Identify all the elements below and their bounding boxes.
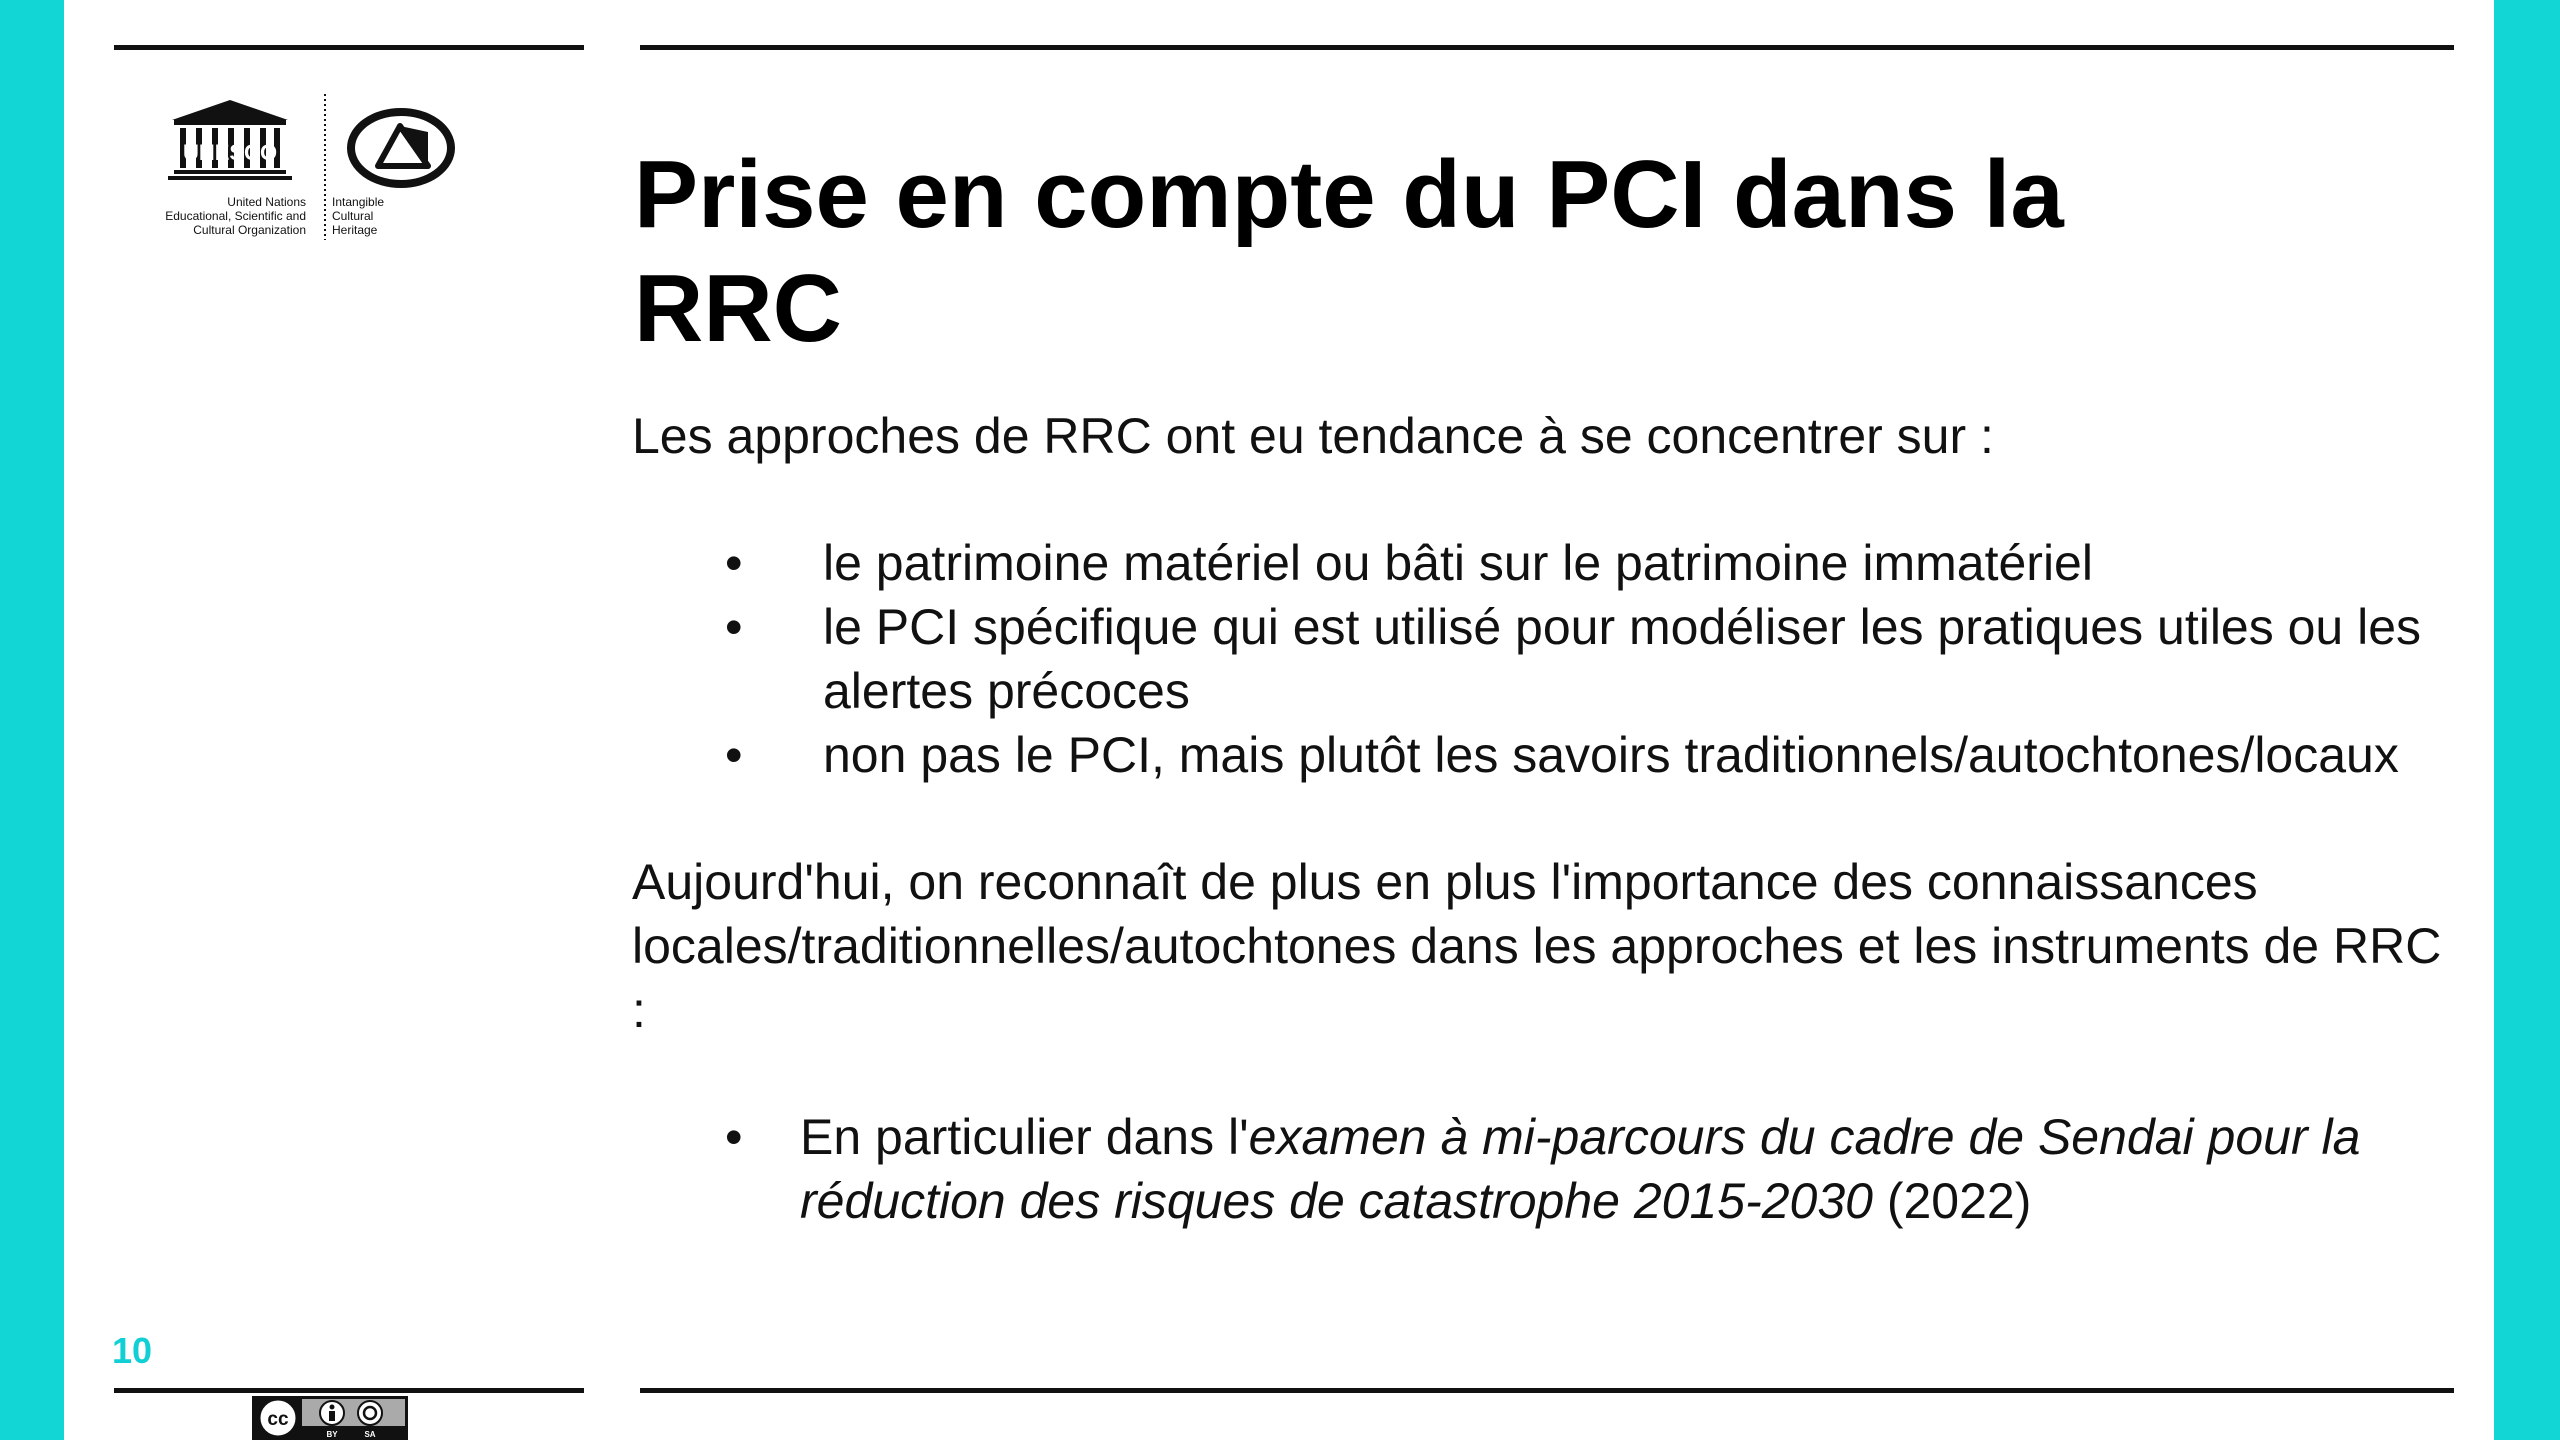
- svg-text:BY: BY: [326, 1430, 338, 1439]
- bullet-icon: •: [725, 535, 743, 591]
- svg-text:Cultural: Cultural: [332, 209, 374, 223]
- list-item: • le PCI spécifique qui est utilisé pour modéliser les pratiques utiles ou les alertes précoces: [632, 595, 2462, 723]
- sendai-reference: examen à mi-parcours du cadre de Sendai pour la réduction des risques de catastrophe 2015-2030: [800, 1109, 2361, 1229]
- slide-content: [632, 404, 2462, 1233]
- intro-text: Les approches de RRC ont eu tendance à se concentrer sur :: [632, 408, 1994, 464]
- svg-text:Heritage: Heritage: [332, 223, 378, 237]
- slide-title: Prise en compte du PCI dans la RRC: [634, 141, 2064, 362]
- bullet-icon: •: [725, 1109, 743, 1165]
- list-item: • En particulier dans l'examen à mi-parcours du cadre de Sendai pour la réduction des risques de catastrophe 2015-2030 (2022): [632, 1105, 2462, 1233]
- svg-text:Intangible: Intangible: [332, 195, 385, 209]
- svg-text:SA: SA: [364, 1430, 376, 1439]
- bottom-left-rule: [114, 1388, 584, 1393]
- page-number: 10: [112, 1330, 153, 1371]
- bullet-list-1: [632, 531, 2462, 787]
- paragraph-two: Aujourd'hui, on reconnaît de plus en plus l'importance des connaissances locales/traditionnelles/autochtones dans les approches et les instruments de RRC :: [632, 854, 2442, 1038]
- bullet-list-2: [632, 1105, 2462, 1233]
- svg-text:cc: cc: [267, 1409, 289, 1430]
- svg-text:United Nations: United Nations: [227, 195, 306, 209]
- svg-text:UNESCO: UNESCO: [182, 140, 278, 165]
- svg-text:Cultural Organization: Cultural Organization: [193, 223, 306, 237]
- bottom-right-rule: [640, 1388, 2454, 1393]
- list-item: • non pas le PCI, mais plutôt les savoirs traditionnels/autochtones/locaux: [632, 723, 2462, 787]
- slide: [64, 0, 2494, 1440]
- unesco-ich-logo: [110, 92, 530, 252]
- bullet-icon: •: [725, 599, 743, 655]
- cc-license-badge: [252, 1396, 408, 1440]
- bullet-icon: •: [725, 727, 743, 783]
- top-right-rule: [640, 45, 2454, 50]
- list-item: • le patrimoine matériel ou bâti sur le patrimoine immatériel: [632, 531, 2462, 595]
- svg-text:Educational, Scientific and: Educational, Scientific and: [165, 209, 306, 223]
- top-left-rule: [114, 45, 584, 50]
